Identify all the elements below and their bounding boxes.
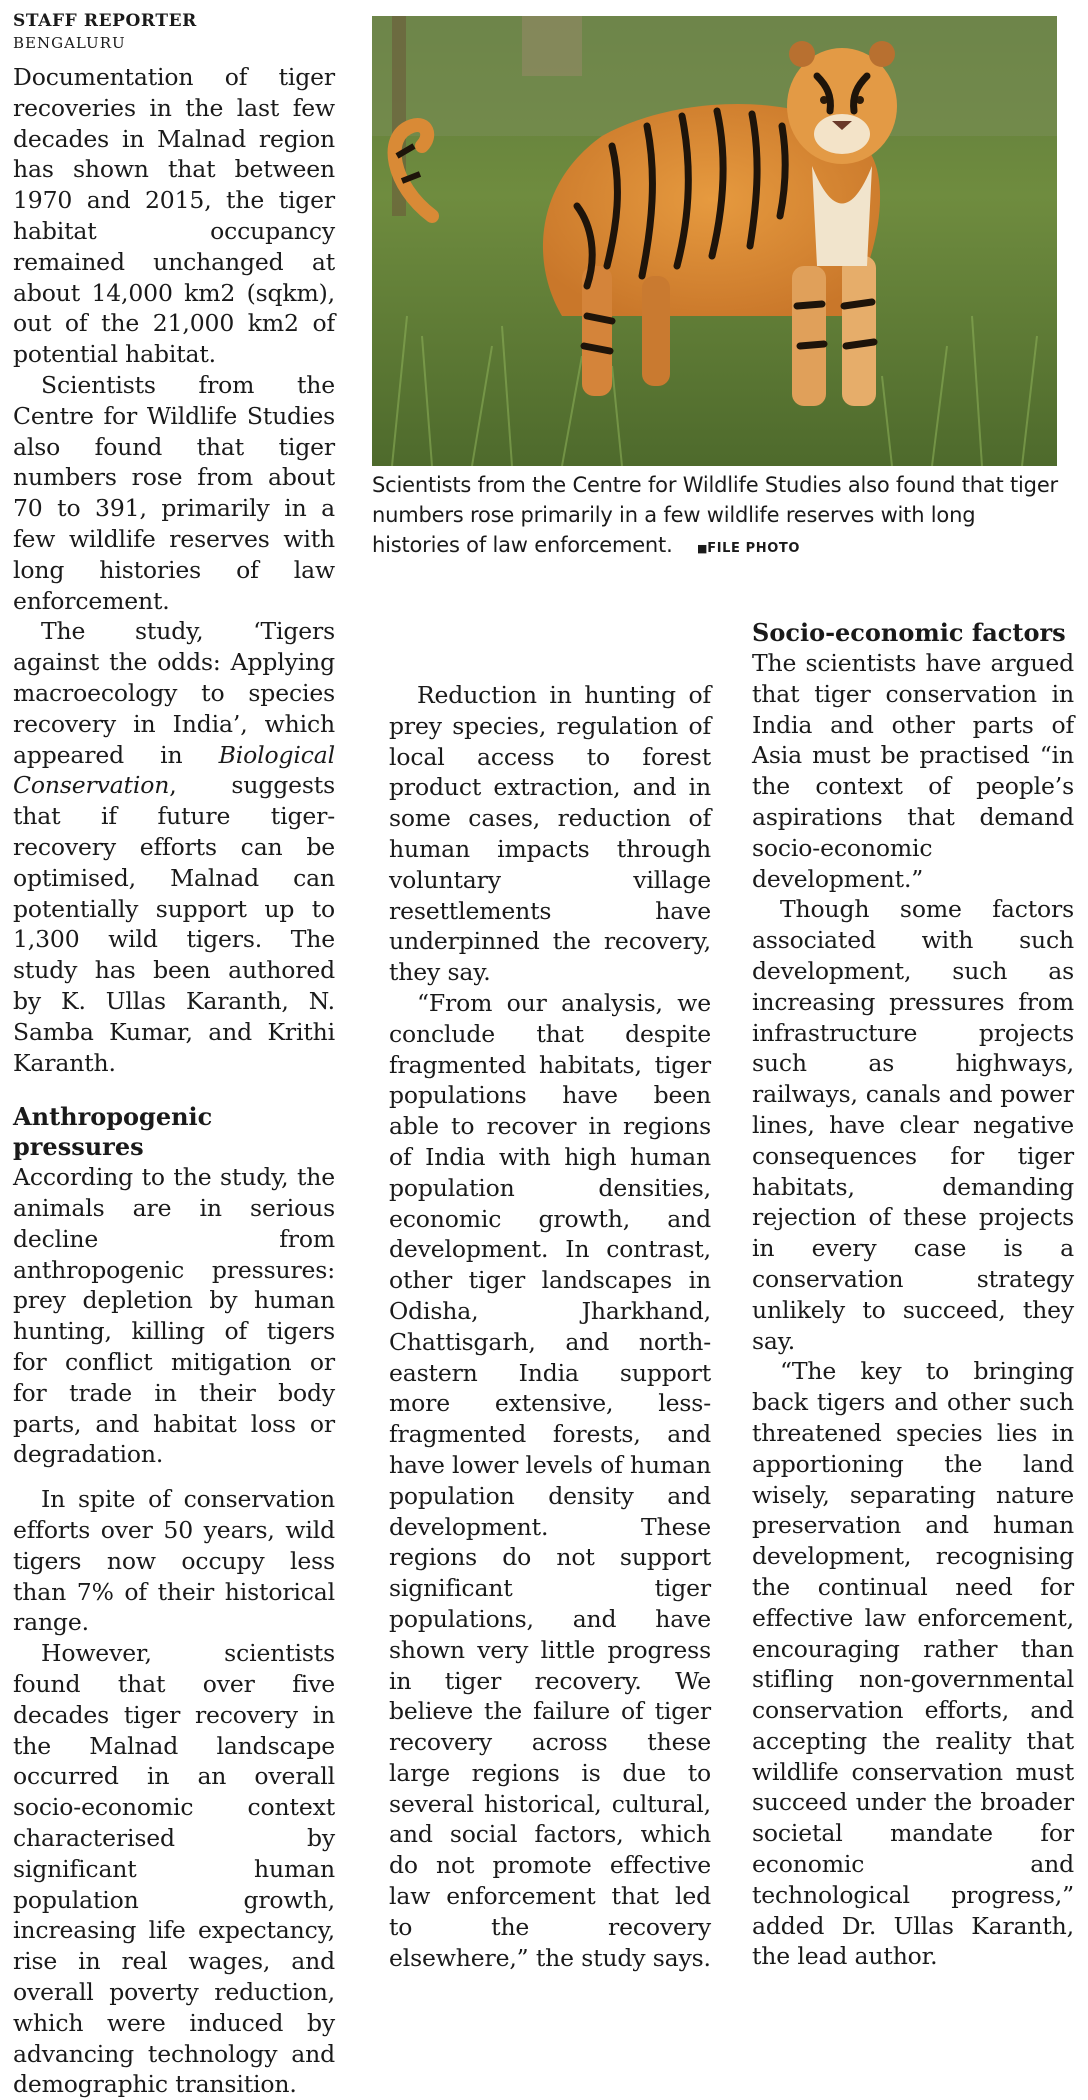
journal-name: Biological Conservation [13, 740, 335, 800]
photo-caption [372, 470, 1062, 564]
section-heading: Socio-economic factors [752, 618, 1066, 647]
paragraph: According to the study, the animals are in serious decline from anthropogenic pressures: prey depletion by human hunting, killing of tigers for conflict mitigation or for trade in their body parts, and habitat loss or degradation. [13, 1163, 335, 1469]
tiger-image [372, 16, 1057, 466]
article-column-3 [752, 618, 1074, 1972]
section-heading: Anthropogenic pressures [13, 1102, 213, 1162]
paragraph: In spite of conservation efforts over 50 years, wild tigers now occupy less than 7% of their historical range. [13, 1485, 335, 1637]
caption-text: Scientists from the Centre for Wildlife Studies also found that tiger numbers rose primarily in a few wildlife reserves with long histories of law enforcement. [372, 473, 1058, 557]
tiger-photo [372, 16, 1057, 466]
article-column-2 [389, 680, 711, 1973]
byline-name: STAFF REPORTER [13, 11, 197, 31]
paragraph: “From our analysis, we conclude that despite fragmented habitats, tiger populations have been able to recover in regions of India with high human population densities, economic growth, and development. In contrast, other tiger landscapes in Odisha, Jharkhand, Chattisgarh, and north-eastern India support more extensive, less-fragmented forests, and have lower levels of human population density and development. These regions do not support significant tiger populations, and have shown very little progress in tiger recovery. We believe the failure of tiger recovery across these large regions is due to several historical, cultural, and social factors, which do not promote effective law enforcement that led to the recovery elsewhere,” the study says. [389, 988, 711, 1972]
paragraph: Scientists from the Centre for Wildlife Studies also found that tiger numbers rose from about 70 to 391, primarily in a few wildlife reserves with long histories of law enforcement. [13, 370, 335, 615]
article-column-1 [13, 10, 335, 2100]
paragraph: Though some factors associated with such development, such as increasing pressures from infrastructure projects such as highways, railways, canals and power lines, have clear negative consequences for tiger habitats, demanding rejection of these projects in every case is a conservation strategy unlikely to succeed, they say. [752, 895, 1074, 1355]
paragraph: The study, ‘Tigers against the odds: Applying macroecology to species recovery in India’, which appeared in Biological Conservation, suggests that if future tiger-recovery efforts can be optimised, Malnad can potentially support up to 1,300 wild tigers. The study has been authored by K. Ullas Karanth, N. Samba Kumar, and Krithi Karanth. [13, 617, 335, 1077]
paragraph: The scientists have argued that tiger conservation in India and other parts of Asia must be practised “in the context of people’s aspirations that demand socio-economic development.” [752, 649, 1074, 893]
paragraph: However, scientists found that over five decades tiger recovery in the Malnad landscape occurred in an overall socio-economic context characterised by significant human population growth, increasing life expectancy, rise in real wages, and overall poverty reduction, which were induced by advancing technology and demographic transition. [13, 1639, 335, 2099]
byline-place: BENGALURU [13, 34, 126, 52]
paragraph: “The key to bringing back tigers and other such threatened species lies in apportioning the land wisely, separating nature preservation and human development, recognising the continual need for effective law enforcement, encouraging rather than stifling non-governmental conservation efforts, and accepting the reality that wildlife conservation must succeed under the broader societal mandate for economic and technological progress,” added Dr. Ullas Karanth, the lead author. [752, 1357, 1074, 1971]
paragraph: Reduction in hunting of prey species, regulation of local access to forest product extraction, and in some cases, reduction of human impacts through voluntary village resettlements have underpinned the recovery, they say. [389, 681, 711, 987]
paragraph: Documentation of tiger recoveries in the last few decades in Malnad region has shown that between 1970 and 2015, the tiger habitat occupancy remained unchanged at about 14,000 km2 (sqkm), out of the 21,000 km2 of potential habitat. [13, 63, 335, 369]
photo-credit: FILE PHOTO [707, 541, 801, 556]
credit-marker-icon: ■ [697, 542, 708, 555]
